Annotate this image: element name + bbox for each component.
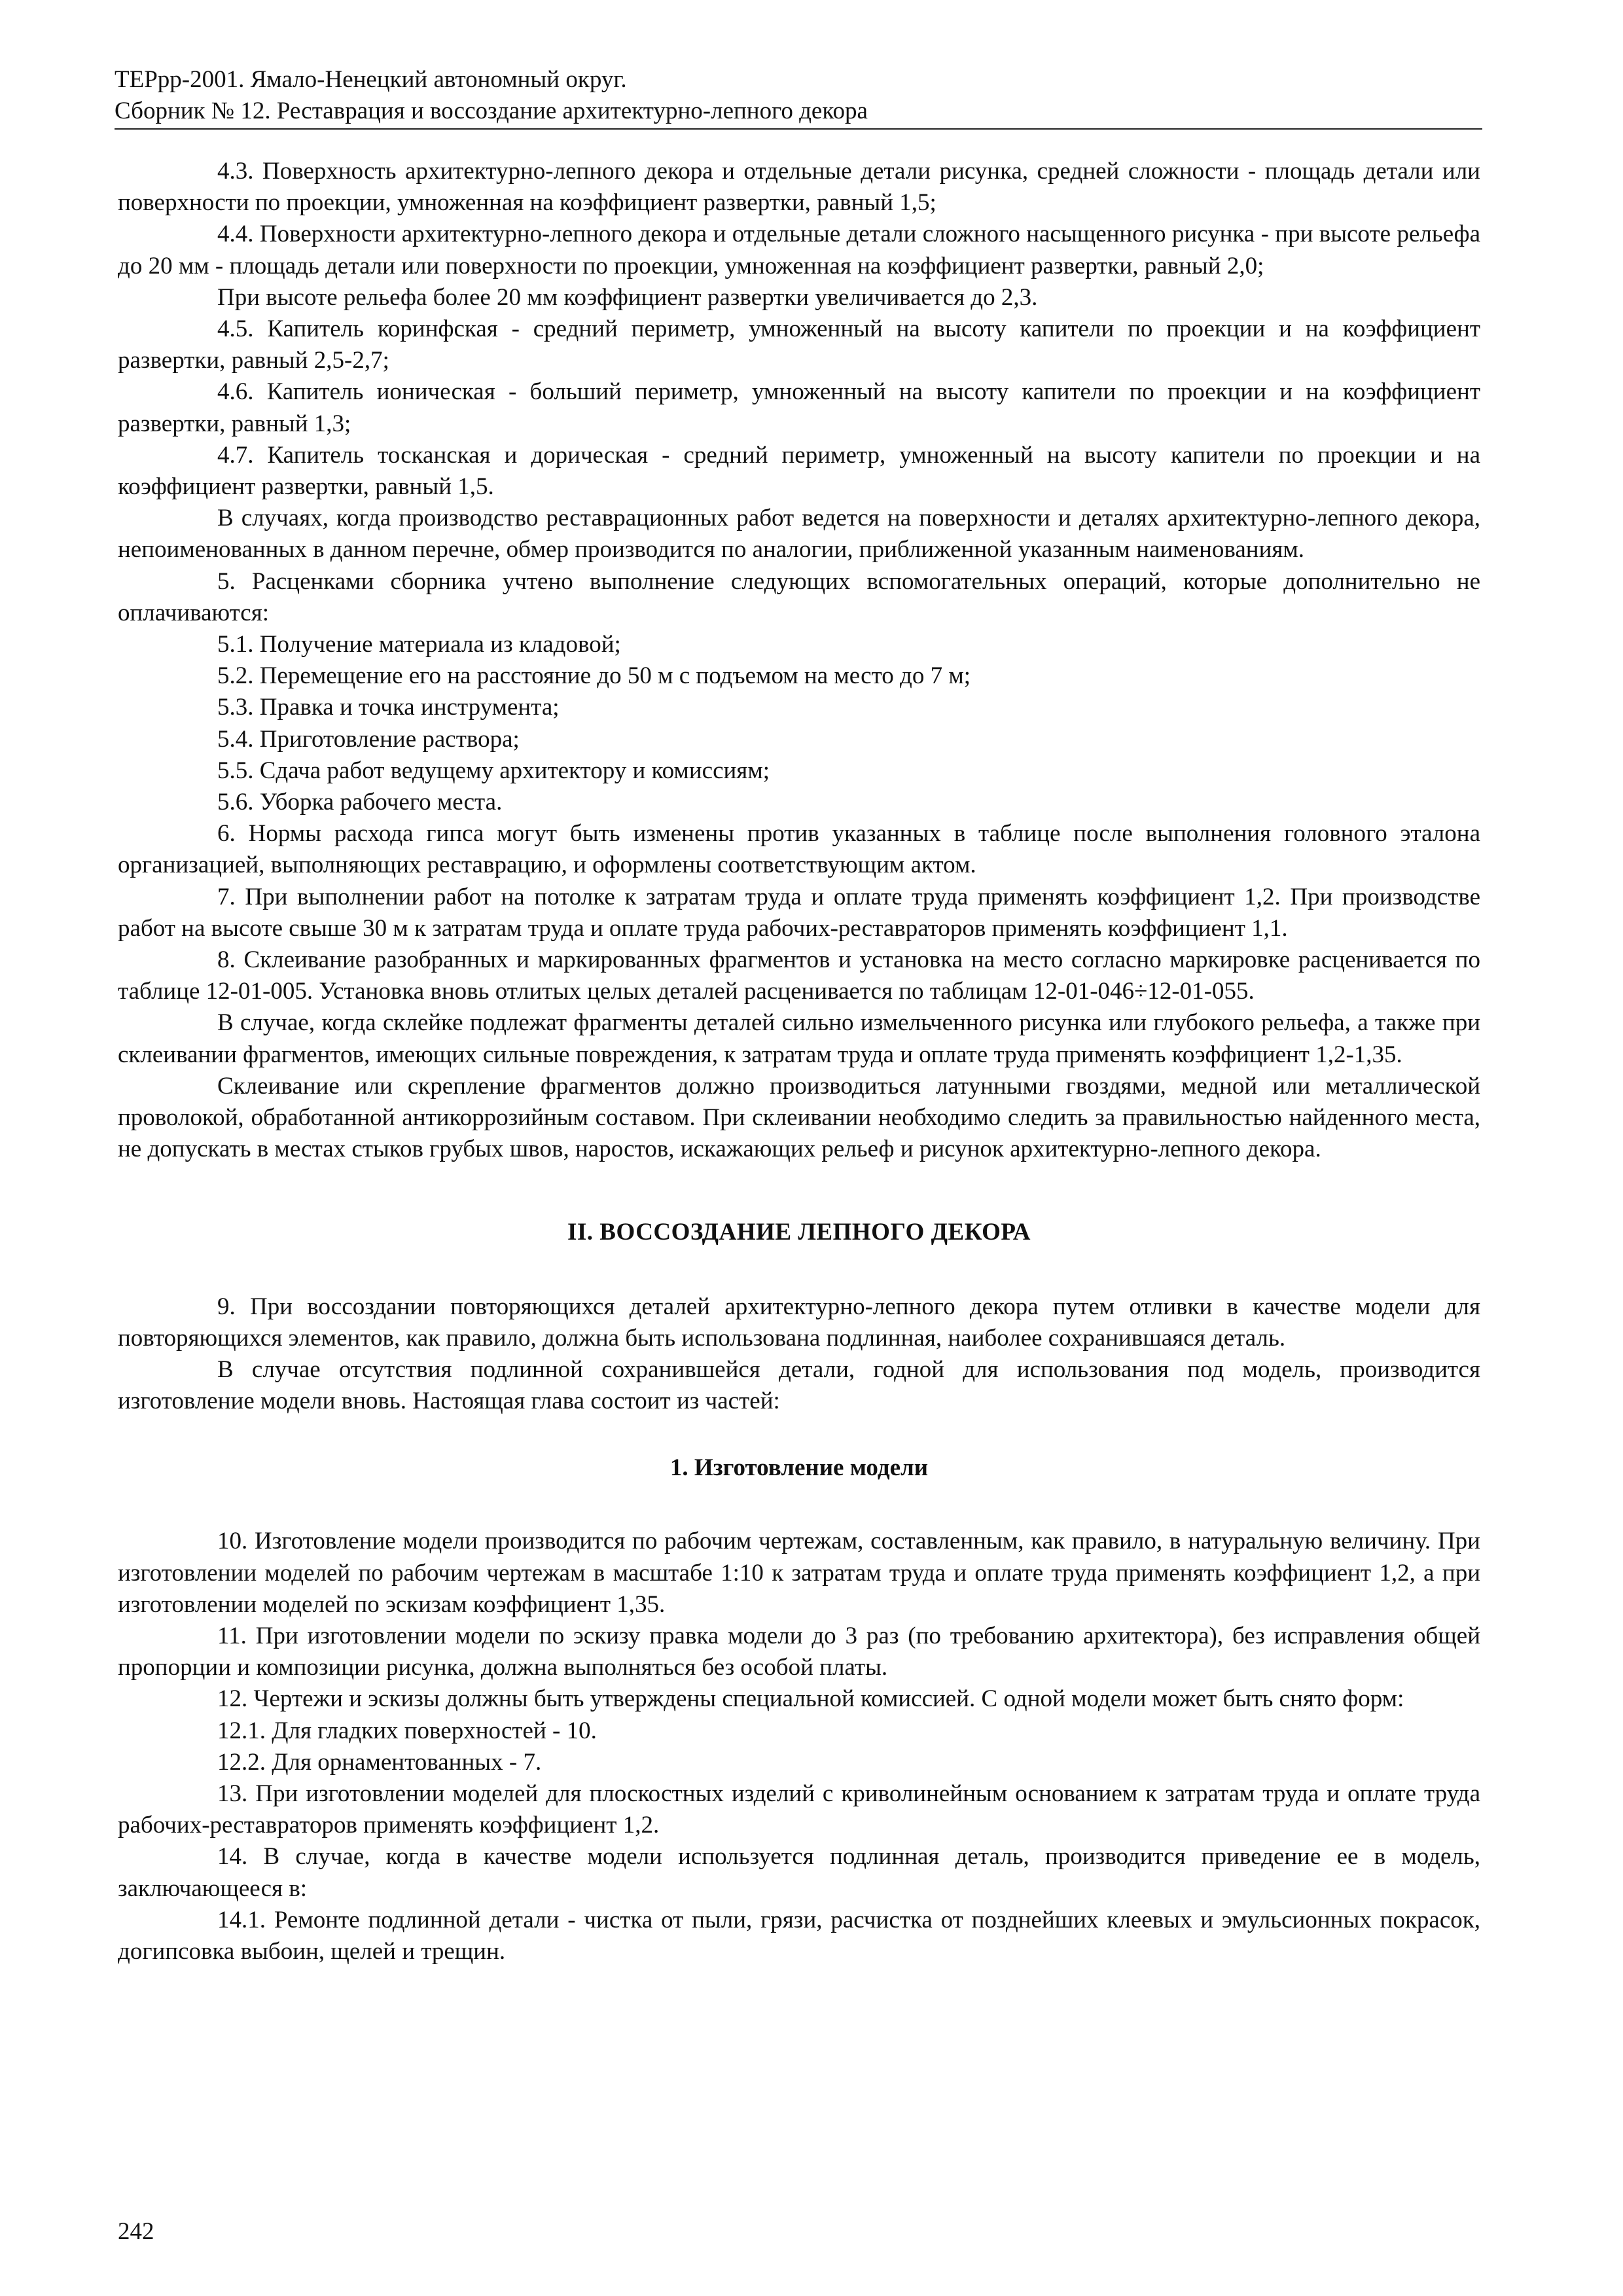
paragraph-5: 5. Расценками сборника учтено выполнение следующих вспомогательных операций, которые дополнительно не оплачиваются:	[118, 567, 1480, 626]
paragraph-9: 9. При воссоздании повторяющихся деталей архитектурно-лепного декора путем отливки в качестве модели для повторяющихся элементов, как правило, должна быть использована подлинная, наиболее сохранившаяся деталь.	[118, 1293, 1480, 1352]
paragraph-4-7: 4.7. Капитель тосканская и дорическая - средний периметр, умноженный на высоту капители по проекции и на коэффициент развертки, равный 1,5.	[118, 441, 1480, 501]
paragraph-4-5: 4.5. Капитель коринфская - средний периметр, умноженный на высоту капители по проекции и на коэффициент развертки, равный 2,5-2,7;	[118, 315, 1480, 374]
paragraph-8: 8. Склеивание разобранных и маркированных фрагментов и установка на место согласно маркировке расценивается по таблице 12-01-005. Установка вновь отлитых целых деталей расценивается по таблицам 12-01-046÷12-01-055.	[118, 946, 1480, 1005]
paragraph-relief-note: При высоте рельефа более 20 мм коэффициент развертки увеличивается до 2,3.	[217, 283, 1038, 311]
paragraph-12: 12. Чертежи и эскизы должны быть утверждены специальной комиссией. С одной модели может быть снято форм:	[217, 1685, 1404, 1713]
paragraph-gluing-method: Склеивание или скрепление фрагментов должно производиться латунными гвоздями, медной или металлической проволокой, обработанной антикоррозийным составом. При склеивании необходимо следить за правильностью найденного места, не допускать в местах стыков грубых швов, наростов, искажающих рельеф и рисунок архитектурно-лепного декора.	[118, 1072, 1480, 1163]
paragraph-gluing-coefficient: В случае, когда склейке подлежат фрагменты деталей сильно измельченного рисунка или глубокого рельефа, а также при склеивании фрагментов, имеющих сильные повреждения, к затратам труда и оплате труда применять коэффициент 1,2-1,35.	[118, 1009, 1480, 1068]
paragraph-13: 13. При изготовлении моделей для плоскостных изделий с криволинейным основанием к затратам труда и оплате труда рабочих-реставраторов применять коэффициент 1,2.	[118, 1780, 1480, 1839]
header-line-1: ТЕРрр-2001. Ямало-Ненецкий автономный округ.	[115, 66, 627, 93]
paragraph-6: 6. Нормы расхода гипса могут быть изменены против указанных в таблице после выполнения головного эталона организацией, выполняющих реставрацию, и оформлены соответствующим актом.	[118, 820, 1480, 879]
paragraph-4-3: 4.3. Поверхность архитектурно-лепного декора и отдельные детали рисунка, средней сложности - площадь детали или поверхности по проекции, умноженная на коэффициент развертки, равный 1,5;	[118, 158, 1480, 217]
paragraph-12-2: 12.2. Для орнаментованных - 7.	[217, 1748, 542, 1776]
paragraph-10: 10. Изготовление модели производится по рабочим чертежам, составленным, как правило, в натуральную величину. При изготовлении моделей по рабочим чертежам в масштабе 1:10 к затратам труда и оплате труда применять коэффициент 1,2, а при изготовлении моделей по эскизам коэффициент 1,35.	[118, 1528, 1480, 1618]
body-text	[118, 156, 1480, 1967]
paragraph-14: 14. В случае, когда в качестве модели используется подлинная деталь, производится приведение ее в модель, заключающееся в:	[118, 1843, 1480, 1902]
paragraph-4-4: 4.4. Поверхности архитектурно-лепного декора и отдельные детали сложного насыщенного рисунка - при высоте рельефа до 20 мм - площадь детали или поверхности по проекции, умноженная на коэффициент развертки, равный 2,0;	[118, 221, 1480, 279]
paragraph-11: 11. При изготовлении модели по эскизу правка модели до 3 раз (по требованию архитектора), без исправления общей пропорции и композиции рисунка, должна выполняться без особой платы.	[118, 1622, 1480, 1681]
paragraph-5-4: 5.4. Приготовление раствора;	[217, 725, 520, 753]
running-header	[115, 64, 1482, 130]
page-number: 242	[118, 2218, 154, 2245]
paragraph-5-6: 5.6. Уборка рабочего места.	[217, 789, 503, 816]
paragraph-5-1: 5.1. Получение материала из кладовой;	[217, 631, 621, 658]
paragraph-5-2: 5.2. Перемещение его на расстояние до 50 м с подъемом на место до 7 м;	[217, 662, 971, 690]
section-title: II. ВОССОЗДАНИЕ ЛЕПНОГО ДЕКОРА	[567, 1218, 1031, 1246]
paragraph-5-5: 5.5. Сдача работ ведущему архитектору и комиссиям;	[217, 757, 770, 784]
paragraph-12-1: 12.1. Для гладких поверхностей - 10.	[217, 1717, 597, 1744]
paragraph-4-6: 4.6. Капитель ионическая - больший периметр, умноженный на высоту капители по проекции и на коэффициент развертки, равный 1,3;	[118, 378, 1480, 437]
subsection-title: 1. Изготовление модели	[669, 1454, 929, 1482]
paragraph-no-original: В случае отсутствия подлинной сохранившейся детали, годной для использования под модель, производится изготовление модели вновь. Настоящая глава состоит из частей:	[118, 1355, 1480, 1415]
paragraph-5-3: 5.3. Правка и точка инструмента;	[217, 694, 560, 721]
header-line-2: Сборник № 12. Реставрация и воссоздание архитектурно-лепного декора	[115, 98, 868, 124]
paragraph-analogy-note: В случаях, когда производство реставрационных работ ведется на поверхности и деталях архитектурно-лепного декора, непоименованных в данном перечне, обмер производится по аналогии, приближенной указанным наименованиям.	[118, 505, 1480, 564]
paragraph-14-1: 14.1. Ремонте подлинной детали - чистка от пыли, грязи, расчистка от позднейших клеевых и эмульсионных покрасок, догипсовка выбоин, щелей и трещин.	[118, 1906, 1480, 1965]
paragraph-7: 7. При выполнении работ на потолке к затратам труда и оплате труда применять коэффициент 1,2. При производстве работ на высоте свыше 30 м к затратам труда и оплате труда рабочих-реставраторов применять коэффициент 1,1.	[118, 883, 1480, 942]
